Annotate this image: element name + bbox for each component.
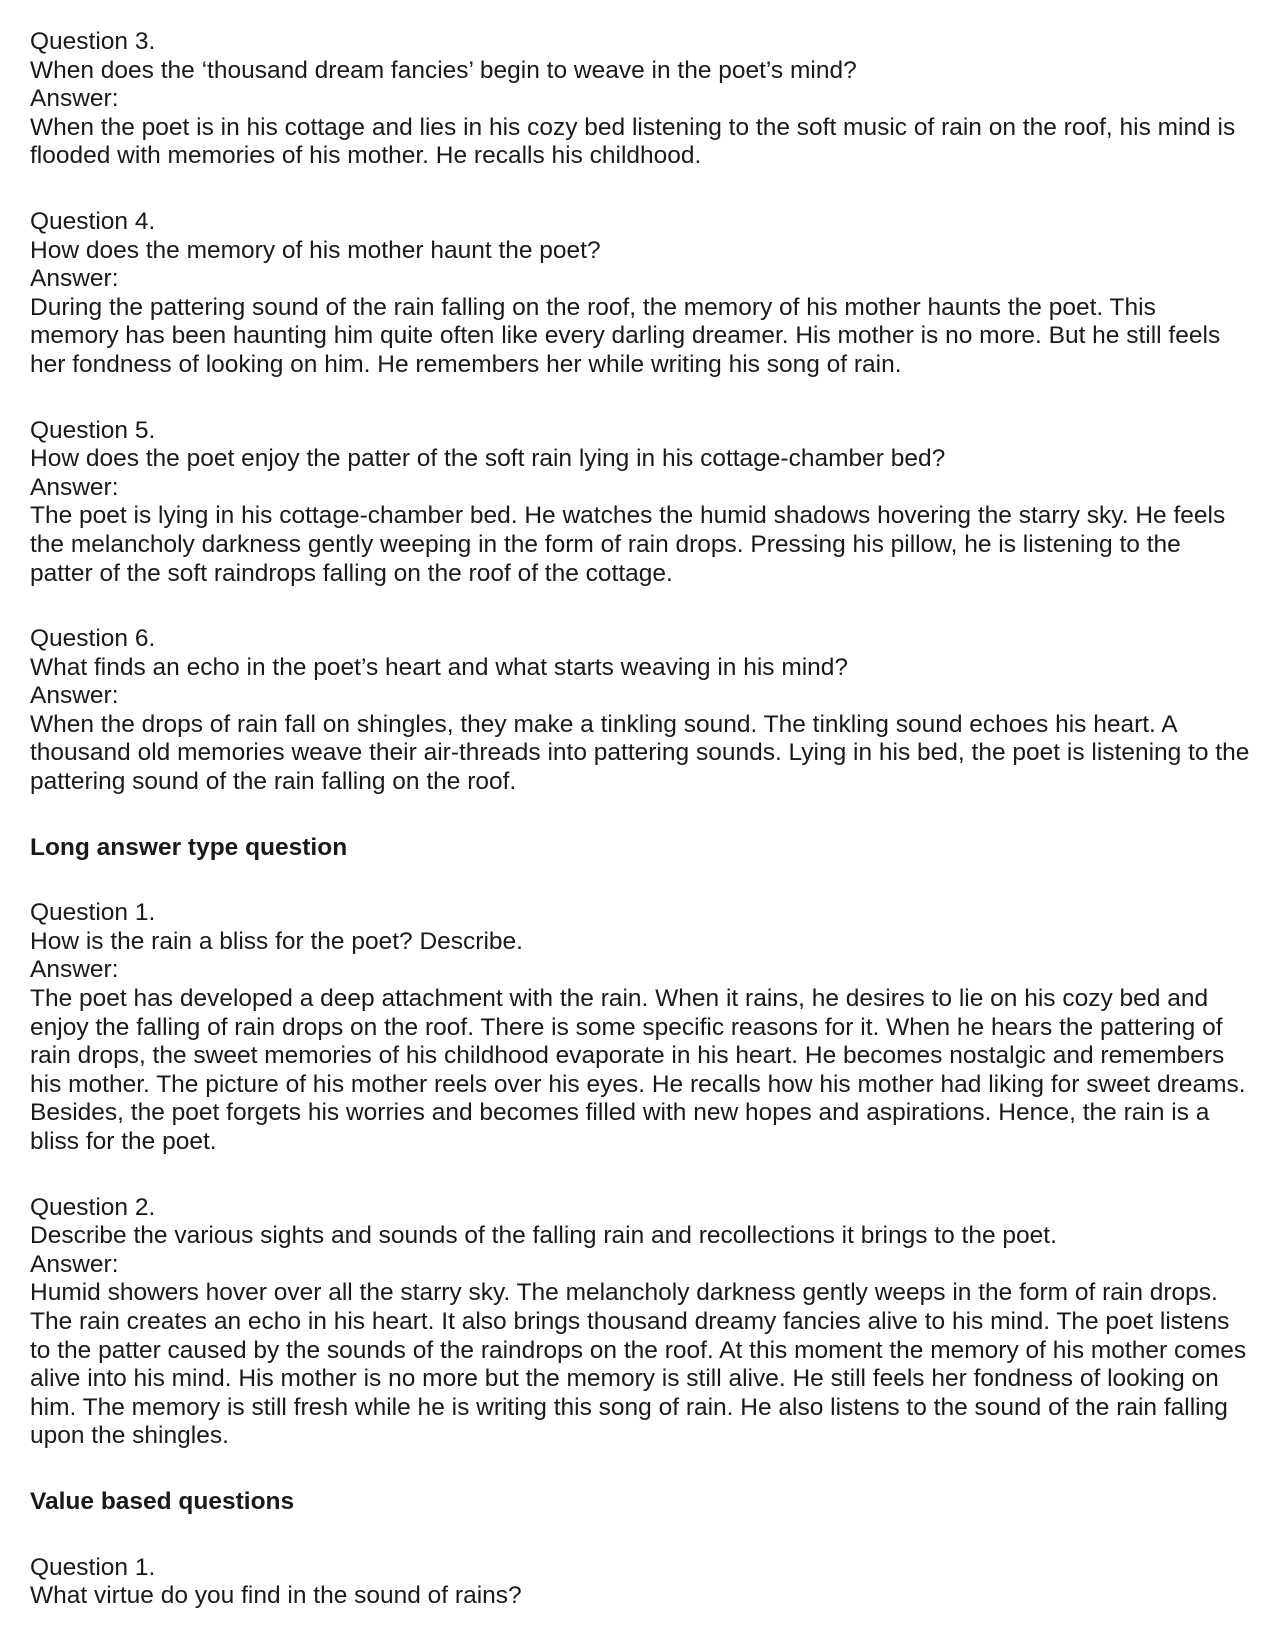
qa-block-long-q1	[30, 899, 1266, 1156]
answer-line: Besides, the poet forgets his worries and becomes filled with new hopes and aspirations. Hence, the rain is a	[30, 1099, 1210, 1127]
answer-line: The poet has developed a deep attachment with the rain. When it rains, he desires to lie on his cozy bed and	[30, 985, 1209, 1013]
answer-line: patter of the soft raindrops falling on the roof of the cottage.	[30, 559, 673, 587]
answer-line: pattering sound of the rain falling on the roof.	[30, 768, 517, 796]
question-number: Question 2.	[30, 1193, 156, 1221]
answer-line: rain drops, the sweet memories of his childhood evaporate in his heart. He becomes nostalgic and remembers	[30, 1042, 1225, 1070]
question-prompt: What finds an echo in the poet’s heart and what starts weaving in his mind?	[30, 653, 849, 681]
question-prompt: When does the ‘thousand dream fancies’ begin to weave in the poet’s mind?	[30, 56, 857, 84]
question-prompt: How is the rain a bliss for the poet? Describe.	[30, 927, 523, 955]
question-number: Question 6.	[30, 625, 156, 653]
answer-line: to the patter caused by the sounds of the raindrops on the roof. At this moment the memory of his mother comes	[30, 1336, 1247, 1364]
question-number: Question 1.	[30, 899, 156, 927]
question-prompt: How does the poet enjoy the patter of the soft rain lying in his cottage-chamber bed?	[30, 445, 946, 473]
answer-line: thousand old memories weave their air-threads into pattering sounds. Lying in his bed, the poet is listening to the	[30, 739, 1250, 767]
question-prompt: Describe the various sights and sounds of the falling rain and recollections it brings to the poet.	[30, 1222, 1057, 1250]
question-number: Question 1.	[30, 1553, 156, 1581]
question-prompt: How does the memory of his mother haunt the poet?	[30, 236, 601, 264]
answer-label: Answer:	[30, 265, 119, 293]
answer-line: the melancholy darkness gently weeping in the form of rain drops. Pressing his pillow, he is listening to the	[30, 530, 1181, 558]
answer-line: When the drops of rain fall on shingles, they make a tinkling sound. The tinkling sound echoes his heart. A	[30, 710, 1178, 738]
answer-label: Answer:	[30, 473, 119, 501]
question-number: Question 4.	[30, 207, 156, 235]
answer-line: During the pattering sound of the rain falling on the roof, the memory of his mother haunts the poet. This	[30, 293, 1156, 321]
question-prompt: What virtue do you find in the sound of rains?	[30, 1582, 522, 1610]
question-number: Question 3.	[30, 28, 156, 55]
qa-block-q6	[30, 625, 1266, 797]
answer-line: The rain creates an echo in his heart. It also brings thousand dreamy fancies alive to his mind. The poet listens	[30, 1307, 1230, 1335]
qa-block-q5	[30, 417, 1266, 589]
answer-line: memory has been haunting him quite often like every darling dreamer. His mother is no more. But he still feels	[30, 322, 1221, 350]
section-heading-value-based: Value based questions	[30, 1487, 295, 1515]
answer-label: Answer:	[30, 85, 119, 113]
answer-line: upon the shingles.	[30, 1422, 229, 1450]
answer-label: Answer:	[30, 956, 119, 984]
answer-line: enjoy the falling of rain drops on the roof. There is some specific reasons for it. When he hears the pattering of	[30, 1013, 1223, 1041]
answer-line: his mother. The picture of his mother reels over his eyes. He recalls how his mother had liking for sweet dreams.	[30, 1070, 1246, 1098]
qa-block-q4	[30, 208, 1266, 380]
section-heading-long-answer: Long answer type question	[30, 833, 348, 861]
answer-label: Answer:	[30, 682, 119, 710]
qa-block-long-q2	[30, 1194, 1266, 1451]
answer-line: When the poet is in his cottage and lies in his cozy bed listening to the soft music of rain on the roof, his mind is	[30, 113, 1236, 141]
answer-line: Humid showers hover over all the starry sky. The melancholy darkness gently weeps in the form of rain drops.	[30, 1279, 1218, 1307]
answer-line: her fondness of looking on him. He remembers her while writing his song of rain.	[30, 350, 902, 378]
answer-line: The poet is lying in his cottage-chamber bed. He watches the humid shadows hovering the starry sky. He feels	[30, 502, 1226, 530]
answer-line: bliss for the poet.	[30, 1128, 217, 1155]
answer-label: Answer:	[30, 1250, 119, 1278]
document-page	[30, 28, 1266, 1611]
answer-line: alive into his mind. His mother is no more but the memory is still alive. He still feels her fondness of looking on	[30, 1365, 1219, 1393]
answer-line: him. The memory is still fresh while he is writing this song of rain. He also listens to the sound of the rain falling	[30, 1393, 1228, 1421]
qa-block-q3	[30, 28, 1266, 171]
question-number: Question 5.	[30, 416, 156, 444]
answer-line: flooded with memories of his mother. He recalls his childhood.	[30, 142, 702, 170]
qa-block-value-q1	[30, 1554, 1266, 1611]
